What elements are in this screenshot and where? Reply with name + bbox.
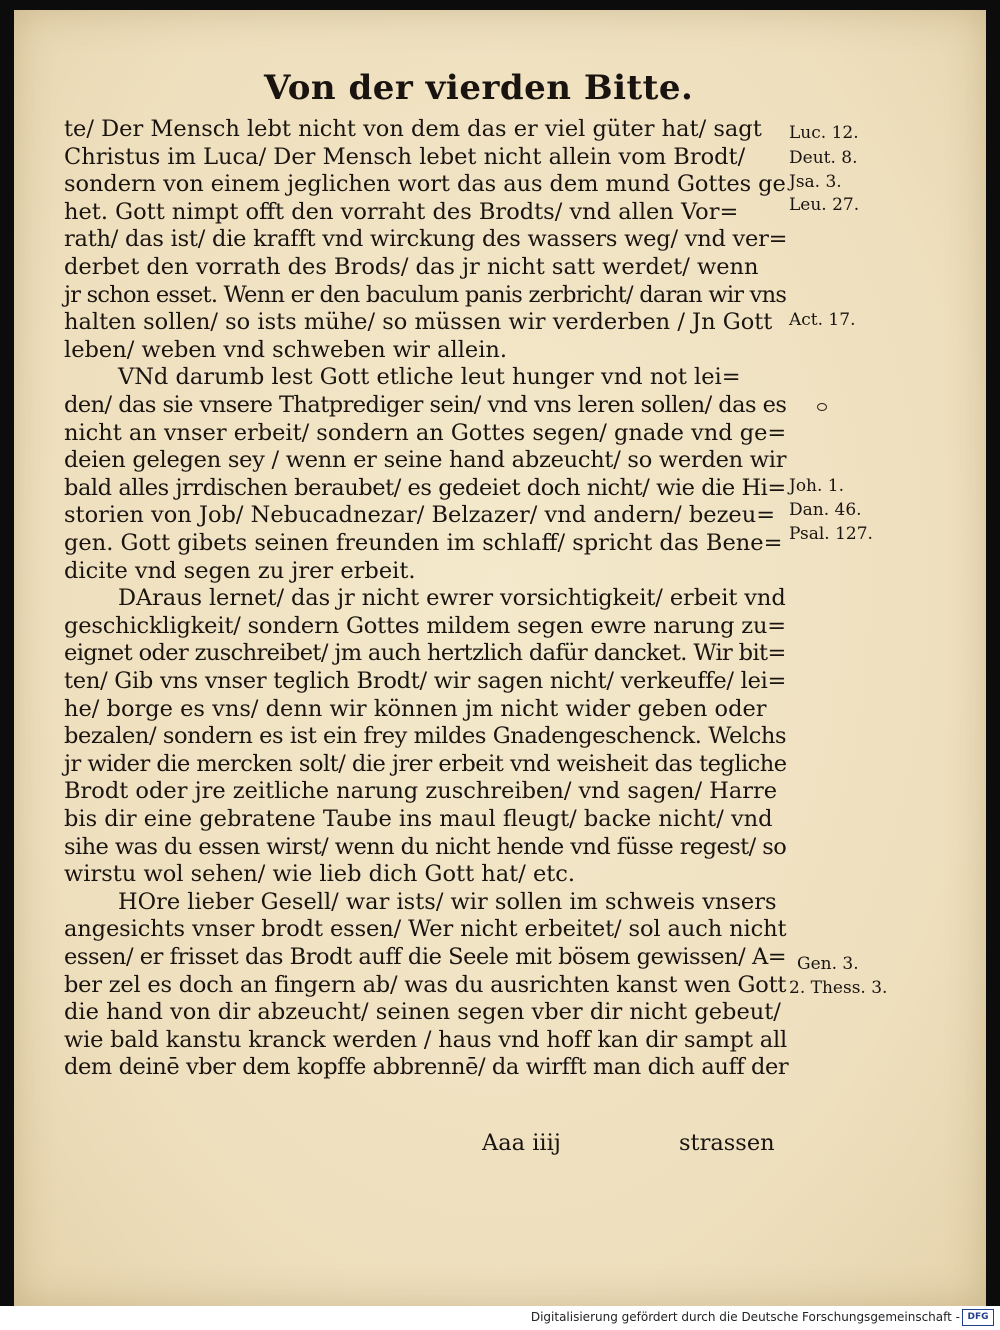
text-line: eignet oder zuschreibet/ jm auch hertzlich dafür dancket. Wir bit=	[64, 640, 786, 667]
margin-note: Joh. 1.	[789, 476, 845, 496]
text-line: ber zel es doch an fingern ab/ was du ausrichten kanst wen Gott	[64, 971, 787, 998]
text-line: rath/ das ist/ die krafft vnd wirckung des wassers weg/ vnd ver=	[64, 226, 788, 253]
text-line: derbet den vorrath des Brods/ das jr nicht satt werdet/ wenn	[64, 254, 759, 280]
text-line: leben/ weben vnd schweben wir allein.	[64, 336, 508, 363]
margin-note: Act. 17.	[789, 310, 856, 330]
text-line: bezalen/ sondern es ist ein frey mildes Gnadengeschenck. Welchs	[64, 723, 787, 750]
margin-note: Dan. 46.	[789, 500, 862, 520]
text-line: het. Gott nimpt offt den vorraht des Brodts/ vnd allen Vor=	[64, 198, 739, 225]
margin-note: Gen. 3.	[797, 954, 859, 974]
text-line: essen/ er frisset das Brodt auff die Seele mit bösem gewissen/ A=	[64, 944, 787, 970]
text-line: wie bald kanstu kranck werden / haus vnd hoff kan dir sampt all	[64, 1026, 787, 1053]
running-header: Von der vierden Bitte.	[264, 68, 694, 108]
text-line: die hand von dir abzeucht/ seinen segen vber dir nicht gebeut/	[64, 999, 781, 1026]
text-line: Christus im Luca/ Der Mensch lebet nicht allein vom Brodt/	[64, 143, 746, 170]
catchword: strassen	[679, 1130, 775, 1156]
book-page	[14, 10, 986, 1306]
footer-bar	[0, 1306, 1000, 1330]
text-line: ten/ Gib vns vnser teglich Brodt/ wir sagen nicht/ verkeuffe/ lei=	[64, 668, 787, 694]
margin-note: Jsa. 3.	[789, 172, 842, 192]
ink-mark	[817, 403, 827, 411]
funding-credit: Digitalisierung gefördert durch die Deutsche Forschungsgemeinschaft -	[530, 1310, 960, 1324]
text-line: DAraus lernet/ das jr nicht ewrer vorsichtigkeit/ erbeit vnd	[118, 585, 786, 612]
text-line: jr schon esset. Wenn er den baculum panis zerbricht/ daran wir vns	[64, 281, 787, 308]
text-line: he/ borge es vns/ denn wir können jm nicht wider geben oder	[64, 695, 767, 722]
text-line: jr wider die mercken solt/ die jrer erbeit vnd weisheit das tegliche	[64, 750, 787, 777]
text-line: nicht an vnser erbeit/ sondern an Gottes segen/ gnade vnd ge=	[64, 419, 787, 446]
margin-note: Leu. 27.	[789, 195, 860, 215]
dfg-logo: DFG	[962, 1309, 994, 1326]
text-line: dem deinē vber dem kopffe abbrennē/ da wirfft man dich auff der	[64, 1054, 789, 1081]
text-line: angesichts vnser brodt essen/ Wer nicht erbeitet/ sol auch nicht	[64, 916, 787, 943]
text-line: gen. Gott gibets seinen freunden im schlaff/ spricht das Bene=	[64, 530, 783, 556]
text-line: deien gelegen sey / wenn er seine hand abzeucht/ so werden wir	[64, 447, 787, 474]
margin-note: Luc. 12.	[789, 123, 859, 143]
text-line: bald alles jrrdischen beraubet/ es gedeiet doch nicht/ wie die Hi=	[64, 474, 786, 501]
text-line: wirstu wol sehen/ wie lieb dich Gott hat/ etc.	[64, 861, 576, 888]
text-line: sihe was du essen wirst/ wenn du nicht hende vnd füsse regest/ so	[64, 833, 787, 860]
text-line: storien von Job/ Nebucadnezar/ Belzazer/ vnd andern/ bezeu=	[64, 502, 776, 529]
text-line: VNd darumb lest Gott etliche leut hunger vnd not lei=	[118, 364, 741, 391]
text-line: HOre lieber Gesell/ war ists/ wir sollen im schweis vnsers	[118, 888, 777, 915]
margin-note: Psal. 127.	[789, 524, 873, 544]
text-line: den/ das sie vnsere Thatprediger sein/ vnd vns leren sollen/ das es	[64, 392, 787, 418]
text-line: Brodt oder jre zeitliche narung zuschreiben/ vnd sagen/ Harre	[64, 778, 778, 805]
text-line: geschickligkeit/ sondern Gottes mildem segen ewre narung zu=	[64, 612, 786, 639]
margin-note: Deut. 8.	[789, 148, 858, 168]
text-line: halten sollen/ so ists mühe/ so müssen wir verderben / Jn Gott	[64, 309, 773, 336]
margin-note: 2. Thess. 3.	[789, 978, 888, 998]
text-line: dicite vnd segen zu jrer erbeit.	[64, 557, 416, 584]
text-line: sondern von einem jeglichen wort das aus dem mund Gottes ge	[64, 171, 786, 198]
signature-mark: Aaa iiij	[482, 1130, 561, 1156]
text-line: te/ Der Mensch lebt nicht von dem das er viel güter hat/ sagt	[64, 116, 762, 142]
text-line: bis dir eine gebratene Taube ins maul fleugt/ backe nicht/ vnd	[64, 806, 773, 832]
